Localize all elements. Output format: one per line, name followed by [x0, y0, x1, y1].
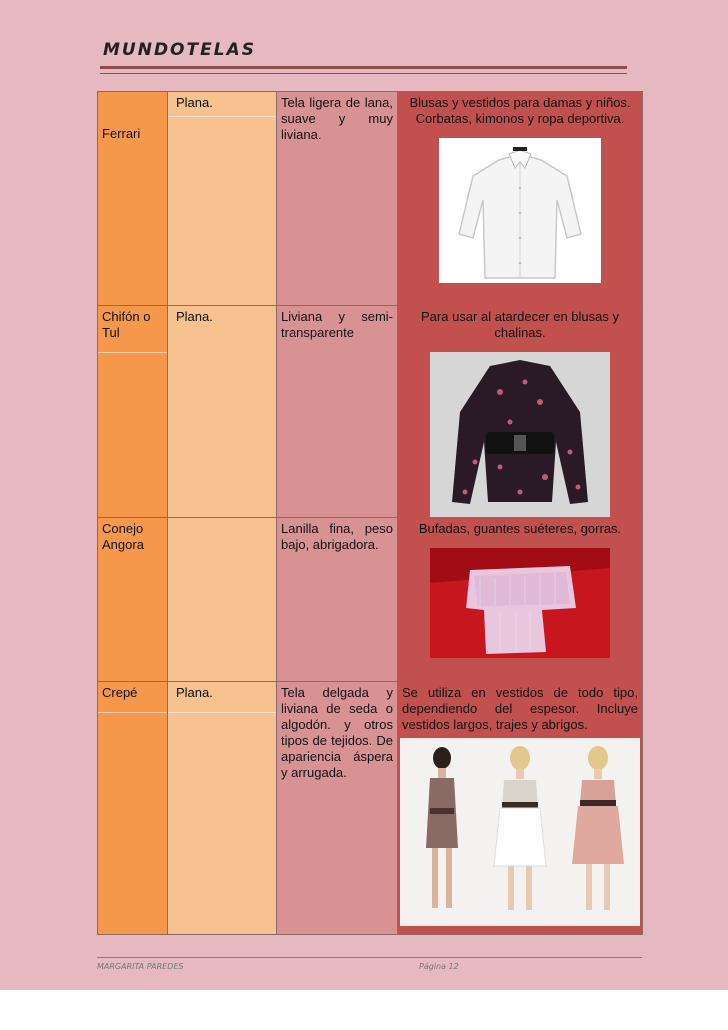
fabric-description: Tela delgada y liviana de seda o algodón. y otros tipos de tejidos. De apariencia áspera y arrugada.	[281, 685, 393, 780]
fabric-use: Bufadas, guantes suéteres, gorras.	[418, 521, 622, 536]
fabric-type: Plana.	[176, 95, 213, 110]
fabric-use-cell	[398, 92, 643, 306]
fabric-table	[97, 91, 643, 935]
chiffon-blouse-image	[430, 352, 610, 517]
angora-scarf-image	[430, 548, 610, 658]
fabric-type: Plana.	[176, 685, 213, 700]
footer-author: MARGARITA PAREDES	[97, 962, 184, 971]
footer-page-number: Página 12	[419, 962, 459, 971]
fabric-type-cell	[168, 682, 277, 935]
fabric-name-cell	[98, 92, 168, 306]
fabric-type-cell	[168, 518, 277, 682]
fabric-name: Chifón o Tul	[102, 309, 151, 340]
fabric-description: Lanilla fina, peso bajo, abrigadora.	[281, 521, 393, 552]
fabric-name: Conejo Angora	[102, 521, 144, 552]
fabric-name-cell	[98, 518, 168, 682]
page-footer	[97, 957, 642, 971]
fabric-use: Blusas y vestidos para damas y niños. Corbatas, kimonos y ropa deportiva.	[409, 95, 631, 126]
fabric-name: Ferrari	[102, 126, 141, 141]
fabric-type-cell	[168, 92, 277, 306]
fabric-description-cell	[277, 682, 398, 935]
fabric-type-cell	[168, 306, 277, 518]
header-rule	[100, 66, 627, 74]
page-header-title: MUNDOTELAS	[103, 40, 256, 60]
fabric-description-cell	[277, 518, 398, 682]
fabric-use-cell	[398, 682, 643, 935]
fabric-use: Para usar al atardecer en blusas y chalinas.	[421, 309, 619, 340]
white-blouse-image	[439, 138, 601, 283]
fabric-description-cell	[277, 92, 398, 306]
fabric-description: Tela ligera de lana, suave y muy liviana.	[281, 95, 393, 142]
fabric-use: Se utiliza en vestidos de todo tipo, dependiendo del espesor. Incluye vestidos largos, trajes y abrigos.	[402, 685, 638, 732]
table-row	[98, 306, 643, 518]
fabric-description-cell	[277, 306, 398, 518]
fabric-name: Crepé	[102, 685, 138, 700]
fabric-type: Plana.	[176, 309, 213, 324]
fabric-description: Liviana y semi-transparente	[281, 309, 393, 340]
table-row	[98, 92, 643, 306]
fabric-use-cell	[398, 518, 643, 682]
crepe-dresses-image	[400, 738, 640, 926]
fabric-use-cell	[398, 306, 643, 518]
table-row	[98, 518, 643, 682]
fabric-name-cell	[98, 682, 168, 935]
fabric-name-cell	[98, 306, 168, 518]
table-row	[98, 682, 643, 935]
